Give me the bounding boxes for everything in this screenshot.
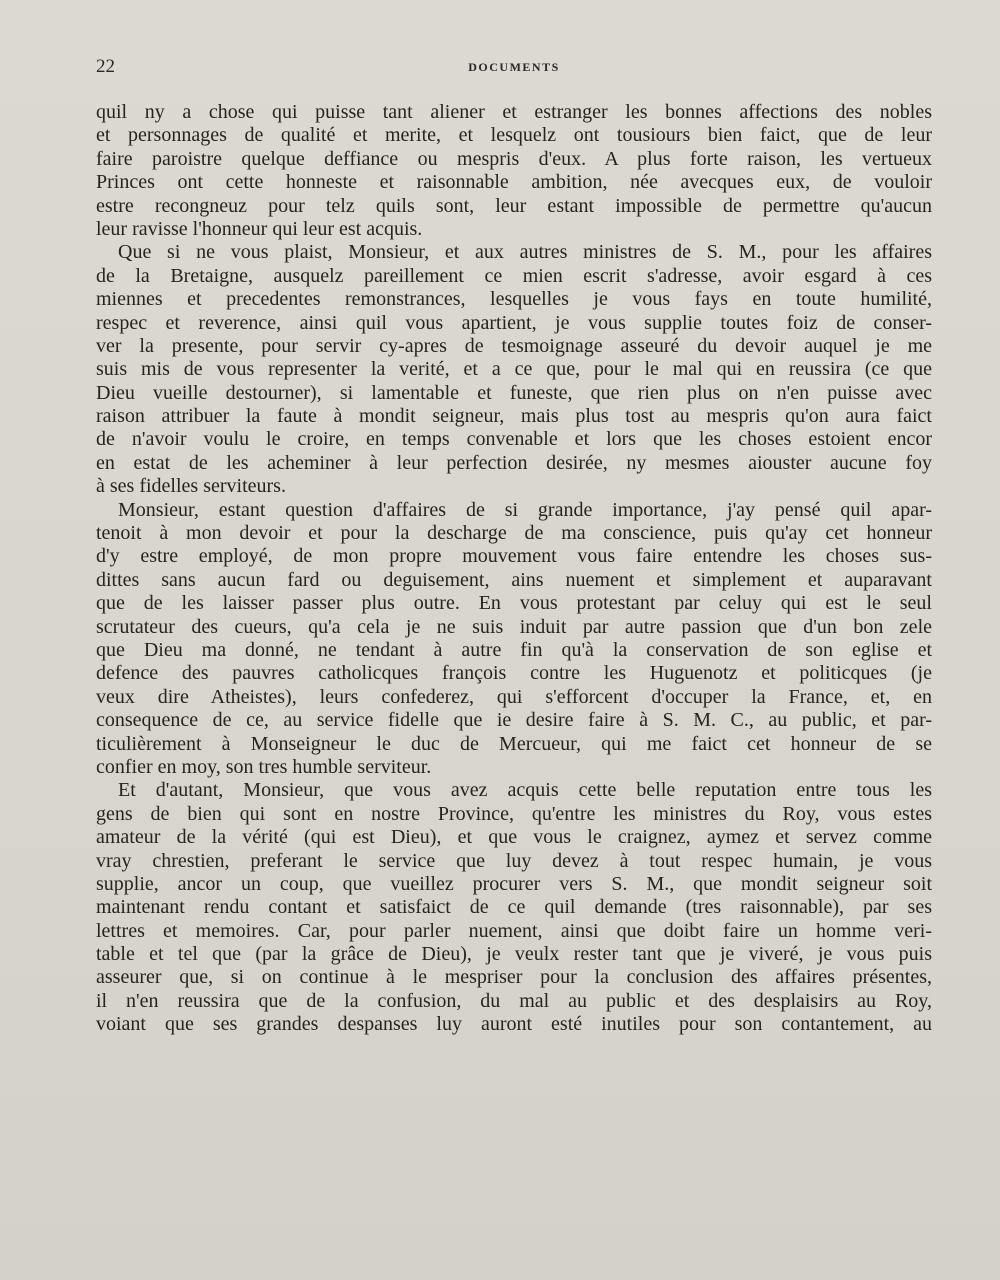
text-line: respec et reverence, ainsi quil vous apartient, je vous supplie toutes foiz de conser- — [96, 311, 932, 334]
text-line: et personnages de qualité et merite, et lesquelz ont tousiours bien faict, que de leur — [96, 124, 932, 147]
text-line: veux dire Atheistes), leurs confederez, qui s'efforcent d'occuper la France, et, en — [96, 685, 932, 708]
text-line: vray chrestien, preferant le service que luy devez à tout respec humain, je vous — [96, 849, 932, 872]
text-line: lettres et memoires. Car, pour parler nuement, ainsi que doibt faire un homme veri- — [96, 919, 932, 942]
text-line: voiant que ses grandes despanses luy auront esté inutiles pour son contantement, au — [96, 1013, 932, 1036]
paragraph — [96, 101, 932, 241]
text-line: dittes sans aucun fard ou deguisement, ains nuement et simplement et auparavant — [96, 568, 932, 591]
text-line: faire paroistre quelque deffiance ou mespris d'eux. A plus forte raison, les vertueux — [96, 147, 932, 170]
text-line: maintenant rendu contant et satisfaict de ce quil demande (tres raisonnable), par ses — [96, 896, 932, 919]
text-line: de n'avoir voulu le croire, en temps convenable et lors que les choses estoient encor — [96, 428, 932, 451]
running-head-title: DOCUMENTS — [468, 60, 560, 74]
text-line: table et tel que (par la grâce de Dieu), je veulx rester tant que je viveré, je vous puis — [96, 943, 932, 966]
text-line: quil ny a chose qui puisse tant aliener et estranger les bonnes affections des nobles — [96, 101, 932, 123]
text-line: miennes et precedentes remonstrances, lesquelles je vous fays en toute humilité, — [96, 288, 932, 311]
paragraph — [96, 499, 932, 780]
paragraph — [96, 779, 932, 1036]
text-line: suis mis de vous representer la verité, et a ce que, pour le mal qui en reussira (ce que — [96, 358, 932, 381]
text-line: leur ravisse l'honneur qui leur est acquis. — [96, 217, 423, 240]
text-line: Que si ne vous plaist, Monsieur, et aux autres ministres de S. M., pour les affaires — [118, 241, 932, 264]
text-line: Princes ont cette honneste et raisonnable ambition, née avecques eux, de vouloir — [96, 171, 932, 194]
paragraph — [96, 241, 932, 498]
text-line: raison attribuer la faute à mondit seigneur, mais plus tost au mespris qu'on aura faict — [96, 405, 932, 428]
body-text — [96, 101, 932, 1037]
text-line: gens de bien qui sont en nostre Province, qu'entre les ministres du Roy, vous estes — [96, 802, 932, 825]
text-line: scrutateur des cueurs, qu'a cela je ne suis induit par autre passion que d'un bon zele — [96, 615, 932, 638]
text-line: confier en moy, son tres humble serviteur. — [96, 755, 432, 778]
text-line: ticulièrement à Monseigneur le duc de Mercueur, qui me faict cet honneur de se — [96, 732, 932, 755]
text-line: amateur de la vérité (qui est Dieu), et que vous le craignez, aymez et servez comme — [96, 826, 932, 849]
text-line: à ses fidelles serviteurs. — [96, 475, 286, 498]
text-line: ver la presente, pour servir cy-apres de tesmoignage asseuré du devoir auquel je me — [96, 334, 932, 357]
text-line: d'y estre employé, de mon propre mouvement vous faire entendre les choses sus- — [96, 545, 932, 568]
text-line: de la Bretaigne, ausquelz pareillement ce mien escrit s'adresse, avoir esgard à ces — [96, 264, 932, 287]
running-head — [96, 56, 932, 80]
text-line: defence des pauvres catholicques françois contre les Huguenotz et politicques (je — [96, 662, 932, 685]
text-line: Dieu vueille destourner), si lamentable et funeste, que rien plus on n'en puisse avec — [96, 381, 932, 404]
text-line: en estat de les acheminer à leur perfection desirée, ny mesmes aiouster aucune foy — [96, 451, 932, 474]
text-line: consequence de ce, au service fidelle que ie desire faire à S. M. C., au public, et par- — [96, 709, 932, 732]
text-line: il n'en reussira que de la confusion, du mal au public et des desplaisirs au Roy, — [96, 989, 932, 1012]
page-number: 22 — [96, 56, 115, 77]
text-line: que Dieu ma donné, ne tendant à autre fin qu'à la conservation de son eglise et — [96, 638, 932, 661]
text-line: que de les laisser passer plus outre. En vous protestant par celuy qui est le seul — [96, 592, 932, 615]
text-line: supplie, ancor un coup, que vueillez procurer vers S. M., que mondit seigneur soit — [96, 872, 932, 895]
text-line: asseurer que, si on continue à le mespriser pour la conclusion des affaires présentes, — [96, 966, 932, 989]
text-line: tenoit à mon devoir et pour la descharge de ma conscience, puis qu'ay cet honneur — [96, 522, 932, 545]
text-line: Monsieur, estant question d'affaires de si grande importance, j'ay pensé quil apar- — [118, 498, 932, 521]
text-line: estre recongneuz pour telz quils sont, leur estant impossible de permettre qu'aucun — [96, 194, 932, 217]
text-line: Et d'autant, Monsieur, que vous avez acquis cette belle reputation entre tous les — [118, 779, 932, 802]
